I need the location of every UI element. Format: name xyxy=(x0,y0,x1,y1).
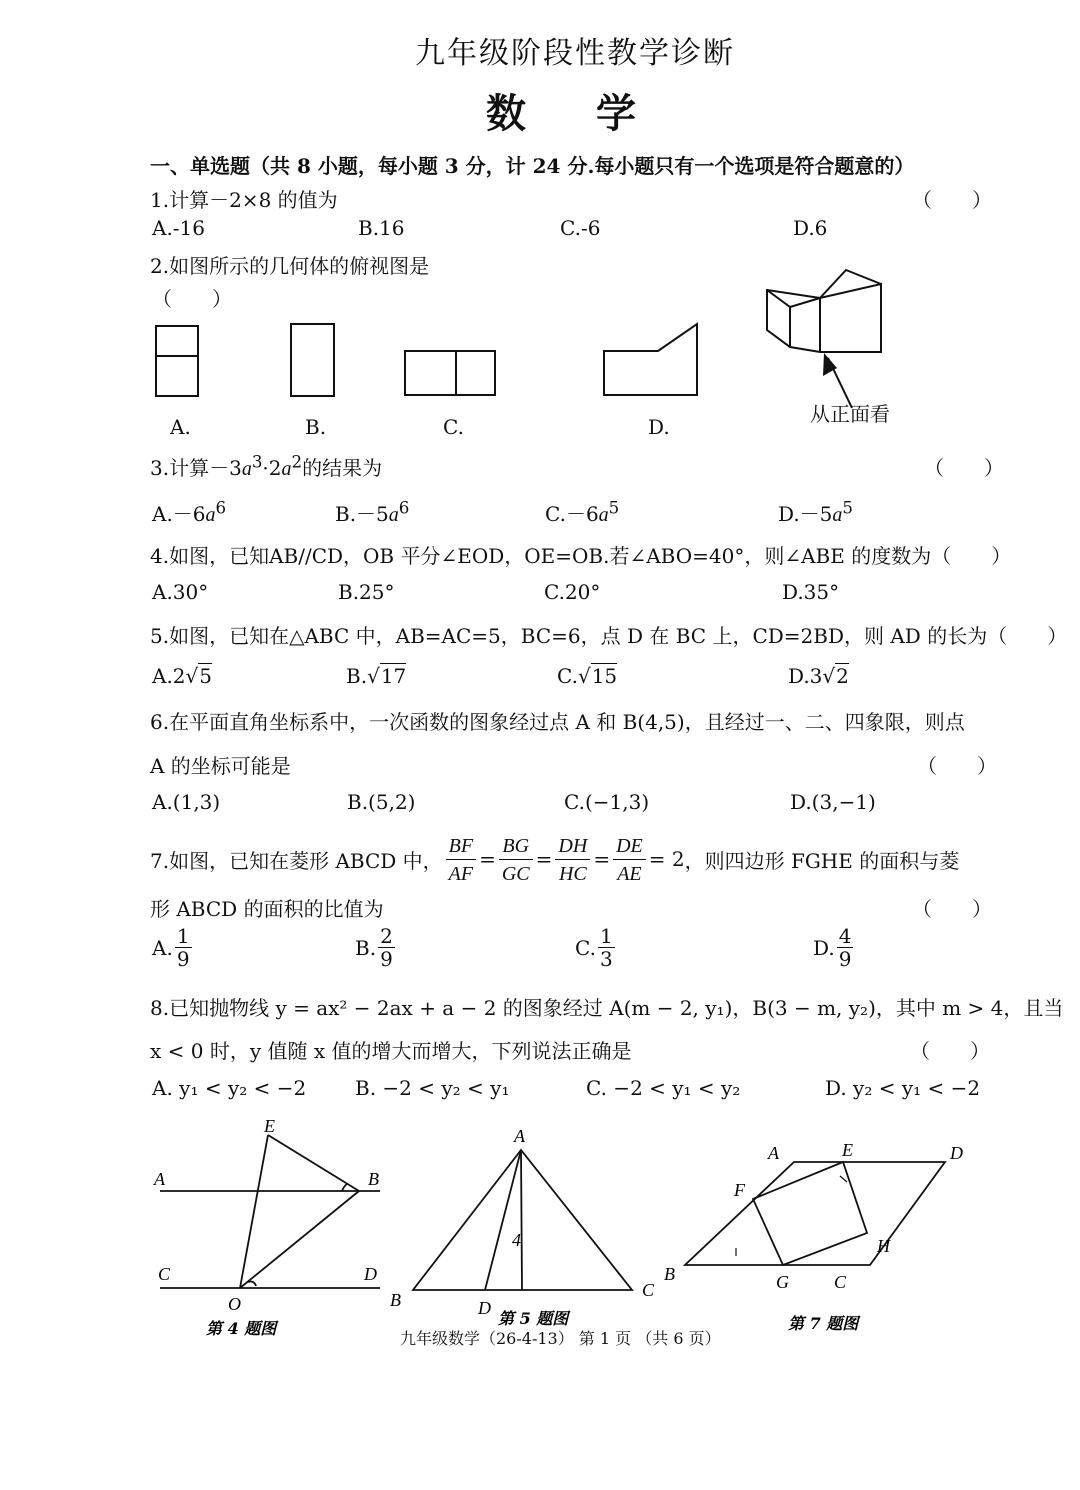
q6-option-b: B.(5,2) xyxy=(347,790,416,814)
q8-answer-paren: （ ） xyxy=(910,1039,990,1063)
fig7-label-f: F xyxy=(734,1180,745,1200)
q7-stem: 7.如图，已知在菱形 ABCD 中， $\frac{BF}{AF}$ = $\frac{BG}{GC}$ = $\frac{DH}{HC}$ = $\frac{DE}{AE}$ = 2 ，则四边形 FGHE 的面积与菱 xyxy=(150,829,959,889)
q6-stem-line1: 6.在平面直角坐标系中，一次函数的图象经过点 A 和 B(4,5)，且经过一、二、四象限，则点 xyxy=(150,710,965,734)
q6-option-a: A.(1,3) xyxy=(152,790,221,814)
q2-view-a xyxy=(156,326,198,396)
q1-stem: 1.计算－2×8 的值为 xyxy=(150,188,338,212)
fig5-label-4: 4 xyxy=(512,1230,521,1250)
section-heading: 一、单选题（共 8 小题，每小题 3 分，计 24 分.每小题只有一个选项是符合题意的） xyxy=(150,154,915,178)
q1-option-b: B.16 xyxy=(358,216,405,240)
q3-answer-paren: （ ） xyxy=(924,456,1004,480)
q4-option-d: D.35° xyxy=(782,580,840,604)
fig7-label-h: H xyxy=(877,1236,890,1256)
fig7-label-g: G xyxy=(776,1272,789,1292)
fig4-label-d: D xyxy=(364,1264,377,1284)
q7-answer-paren: （ ） xyxy=(912,897,992,921)
q5-option-d: D.3√2 xyxy=(788,664,849,688)
q2-stem: 2.如图所示的几何体的俯视图是 xyxy=(150,254,430,278)
fig7-label-b: B xyxy=(664,1264,675,1284)
q2-view-d xyxy=(604,324,697,395)
q3-stem: 3.计算$-3a^3\cdot 2a^2$的结果为 xyxy=(150,452,383,480)
fig7-label-e: E xyxy=(842,1140,853,1160)
fig7-label-a: A xyxy=(768,1143,779,1163)
q2-option-a: A. xyxy=(170,415,191,439)
fig4-caption: 第 4 题图 xyxy=(206,1319,277,1338)
q2-view-c xyxy=(405,351,495,395)
q2-view-label: 从正面看 xyxy=(810,402,890,426)
q6-option-d: D.(3,−1) xyxy=(790,790,876,814)
q1-option-a: A.-16 xyxy=(152,216,206,240)
fig5-caption: 第 5 题图 xyxy=(498,1309,569,1328)
q3-option-a: $A.-6a^6$ xyxy=(152,498,227,526)
fig4-label-o: O xyxy=(228,1294,241,1314)
q3-option-b: $B.-5a^6$ xyxy=(335,498,410,526)
q8-option-a: A. y₁ < y₂ < −2 xyxy=(152,1076,307,1100)
exam-title: 九年级阶段性教学诊断 xyxy=(415,36,735,71)
q6-stem-line2: A 的坐标可能是 xyxy=(150,754,291,778)
q8-stem-line2: x < 0 时，y 值随 x 值的增大而增大，下列说法正确是 xyxy=(150,1039,632,1063)
fig5-label-c: C xyxy=(642,1280,655,1300)
q3-option-d: $D.-5a^5$ xyxy=(778,498,854,526)
q6-option-c: C.(−1,3) xyxy=(564,790,650,814)
q7-frac-de-ae: $\frac{DE}{AE}$ xyxy=(613,832,646,887)
fig5-label-a: A xyxy=(514,1126,525,1146)
q7-option-b: B. 2 9 xyxy=(355,924,393,971)
q2-option-c: C. xyxy=(443,415,464,439)
q5-option-c: C.√15 xyxy=(557,664,618,688)
q4-option-a: A.30° xyxy=(152,580,209,604)
fig4-label-e: E xyxy=(264,1116,275,1136)
q1-option-c: C.-6 xyxy=(560,216,601,240)
q2-option-b: B. xyxy=(305,415,327,439)
q6-answer-paren: （ ） xyxy=(917,754,997,778)
q8-stem-line1: 8.已知抛物线 y = ax² − 2ax + a − 2 的图象经过 A(m − 2, y₁)，B(3 − m, y₂)，其中 m > 4，且当 xyxy=(150,996,1064,1020)
q2-option-d: D. xyxy=(648,415,670,439)
figure-7 xyxy=(685,1162,945,1265)
fig5-label-d: D xyxy=(478,1298,491,1318)
fig7-label-c: C xyxy=(834,1272,847,1292)
q1-option-d: D.6 xyxy=(793,216,828,240)
q2-answer-paren: （ ） xyxy=(152,287,232,311)
q7-stem-line2: 形 ABCD 的面积的比值为 xyxy=(150,897,384,921)
q5-option-b: B.√17 xyxy=(346,664,407,688)
q7-frac-dh-hc: $\frac{DH}{HC}$ xyxy=(555,832,590,887)
fig4-label-a: A xyxy=(154,1169,165,1189)
q5-stem: 5.如图，已知在△ABC 中，AB=AC=5，BC=6，点 D 在 BC 上，CD=2BD，则 AD 的长为（ ） xyxy=(150,624,1068,648)
q4-stem: 4.如图，已知AB//CD，OB 平分∠EOD，OE=OB.若∠ABO=40°，则∠ABE 的度数为（ ） xyxy=(150,544,1012,568)
q7-frac-bf-af: $\frac{BF}{AF}$ xyxy=(446,832,476,887)
fig7-label-d: D xyxy=(950,1143,963,1163)
q4-option-b: B.25° xyxy=(338,580,395,604)
figure-5 xyxy=(413,1150,632,1290)
q7-option-a: A. 1 9 xyxy=(152,924,190,971)
fig4-label-c: C xyxy=(158,1264,171,1284)
q2-figures xyxy=(140,250,920,430)
q8-option-c: C. −2 < y₁ < y₂ xyxy=(586,1076,741,1100)
figure-4 xyxy=(160,1135,380,1288)
q5-option-a: A.2√5 xyxy=(152,664,213,688)
q2-view-b xyxy=(291,324,334,396)
q1-answer-paren: （ ） xyxy=(912,188,992,212)
q8-option-b: B. −2 < y₂ < y₁ xyxy=(355,1076,510,1100)
subject-title: 数 学 xyxy=(486,90,664,137)
fig5-label-b: B xyxy=(390,1290,401,1310)
fig4-label-b: B xyxy=(368,1169,379,1189)
q8-option-d: D. y₂ < y₁ < −2 xyxy=(825,1076,981,1100)
question-figures xyxy=(140,1110,980,1350)
q3-option-c: $C.-6a^5$ xyxy=(545,498,620,526)
q7-option-d: D. 4 9 xyxy=(813,924,852,971)
fig7-caption: 第 7 题图 xyxy=(788,1314,859,1333)
q7-option-c: C. 1 3 xyxy=(575,924,613,971)
q7-frac-bg-gc: $\frac{BG}{GC}$ xyxy=(499,832,533,887)
q4-option-c: C.20° xyxy=(544,580,601,604)
page-footer: 九年级数学（26-4-13） 第 1 页 （共 6 页） xyxy=(400,1329,721,1348)
q2-solid xyxy=(767,270,881,352)
